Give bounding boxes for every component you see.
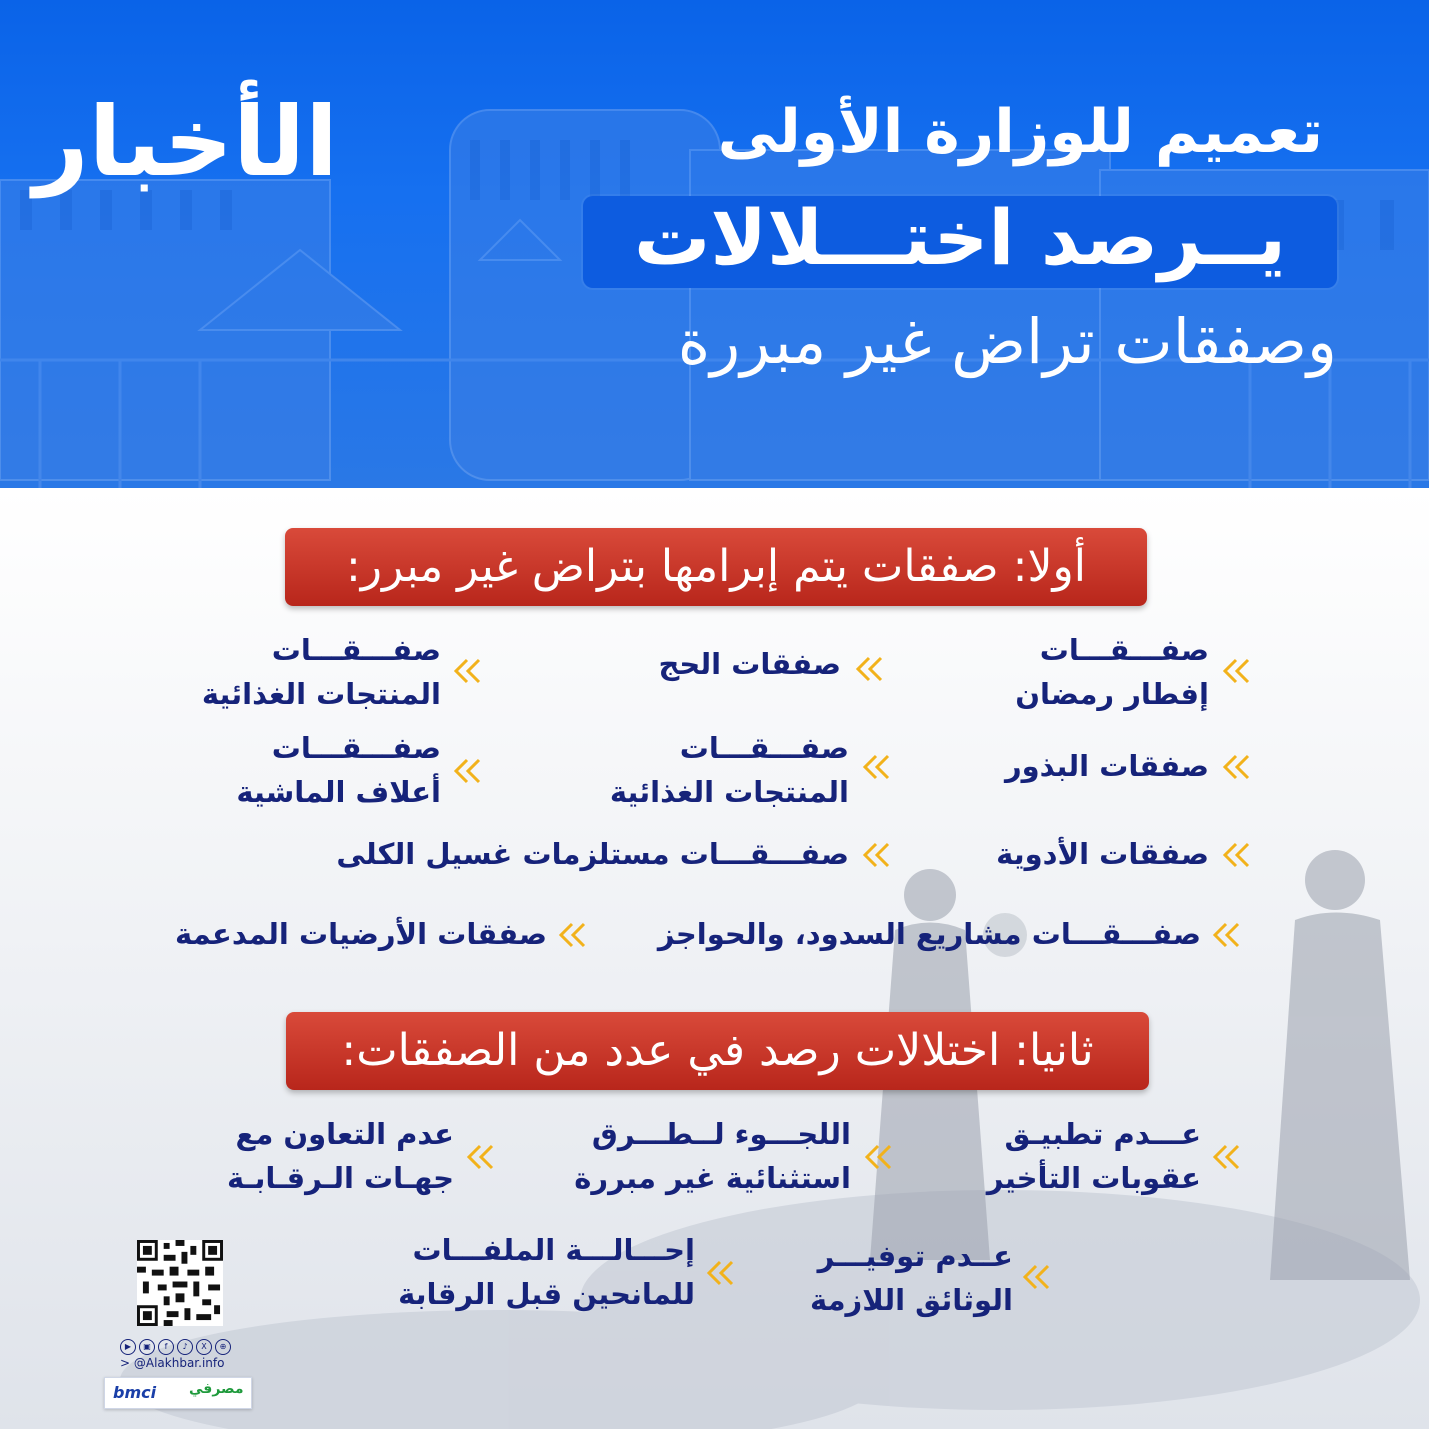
x-icon[interactable]: X	[196, 1339, 212, 1355]
double-chevron-icon	[466, 1142, 496, 1172]
sponsor-logos	[104, 1377, 252, 1409]
alakhbar-logo: الأخبار	[33, 86, 338, 198]
list-item: صفـــقـــات أعلاف الماشية	[236, 731, 441, 809]
social-icons	[120, 1336, 244, 1354]
list-item: عدم التعاون مع جهـات الـرقـابـة	[226, 1117, 454, 1195]
headline-line-2: يــرصد اختـــلالات	[633, 193, 1286, 282]
list-item: عـــدم تطبيـق عقوبات التأخير	[986, 1117, 1201, 1195]
header-banner	[0, 0, 1429, 488]
double-chevron-icon	[1222, 840, 1252, 870]
double-chevron-icon	[453, 656, 483, 686]
double-chevron-icon	[862, 840, 892, 870]
list-item: صفـــقـــات المنتجات الغذائية	[201, 633, 441, 711]
list-item: صفـــقـــات المنتجات الغذائية	[609, 731, 849, 809]
list-item: صفـــقـــات مستلزمات غسيل الكلى	[336, 837, 849, 871]
list-item: صفـــقـــات مشاريع السدود، والحواجز	[657, 917, 1201, 951]
list-item: صفقات البذور	[1004, 749, 1209, 783]
double-chevron-icon	[1212, 920, 1242, 950]
double-chevron-icon	[558, 920, 588, 950]
double-chevron-icon	[855, 654, 885, 684]
youtube-icon[interactable]: ▣	[139, 1339, 155, 1355]
double-chevron-icon	[1022, 1262, 1052, 1292]
double-chevron-icon	[1212, 1142, 1242, 1172]
double-chevron-icon	[862, 752, 892, 782]
section-2-title: ثانيا: اختلالات رصد في عدد من الصفقات:	[286, 1012, 1149, 1090]
list-item: صفـــقـــات إفطار رمضان	[1015, 633, 1209, 711]
tiktok-icon[interactable]: ♪	[177, 1339, 193, 1355]
headline-line-3: وصفقات تراض غير مبررة	[677, 305, 1337, 378]
masrvi-logo: مصرفي	[189, 1381, 244, 1397]
list-item: صفقات الحج	[658, 647, 841, 681]
section-1-title: أولا: صفقات يتم إبرامها بتراض غير مبرر:	[285, 528, 1147, 606]
list-item: عــدم توفيـــر الوثائق اللازمة	[810, 1239, 1013, 1317]
double-chevron-icon	[1222, 752, 1252, 782]
double-chevron-icon	[706, 1258, 736, 1288]
social-handle[interactable]: > @Alakhbar.info	[120, 1356, 225, 1370]
headline-line-1: تعميم للوزارة الأولى	[717, 97, 1323, 167]
list-item: صفقات الأدوية	[996, 837, 1209, 871]
bmci-logo: bmci	[113, 1383, 157, 1402]
play-icon[interactable]: ▶	[120, 1339, 136, 1355]
list-item: إحـــالـــة الملفـــات للمانحين قبل الرقابة	[398, 1233, 695, 1311]
double-chevron-icon	[1222, 656, 1252, 686]
double-chevron-icon	[453, 756, 483, 786]
qr-code[interactable]	[137, 1240, 223, 1326]
facebook-icon[interactable]: f	[158, 1339, 174, 1355]
list-item: صفقات الأرضيات المدعمة	[175, 917, 547, 951]
web-icon[interactable]: ⊕	[215, 1339, 231, 1355]
list-item: اللجـــوء لــطـــرق استثنائية غير مبررة	[574, 1117, 851, 1195]
double-chevron-icon	[864, 1142, 894, 1172]
